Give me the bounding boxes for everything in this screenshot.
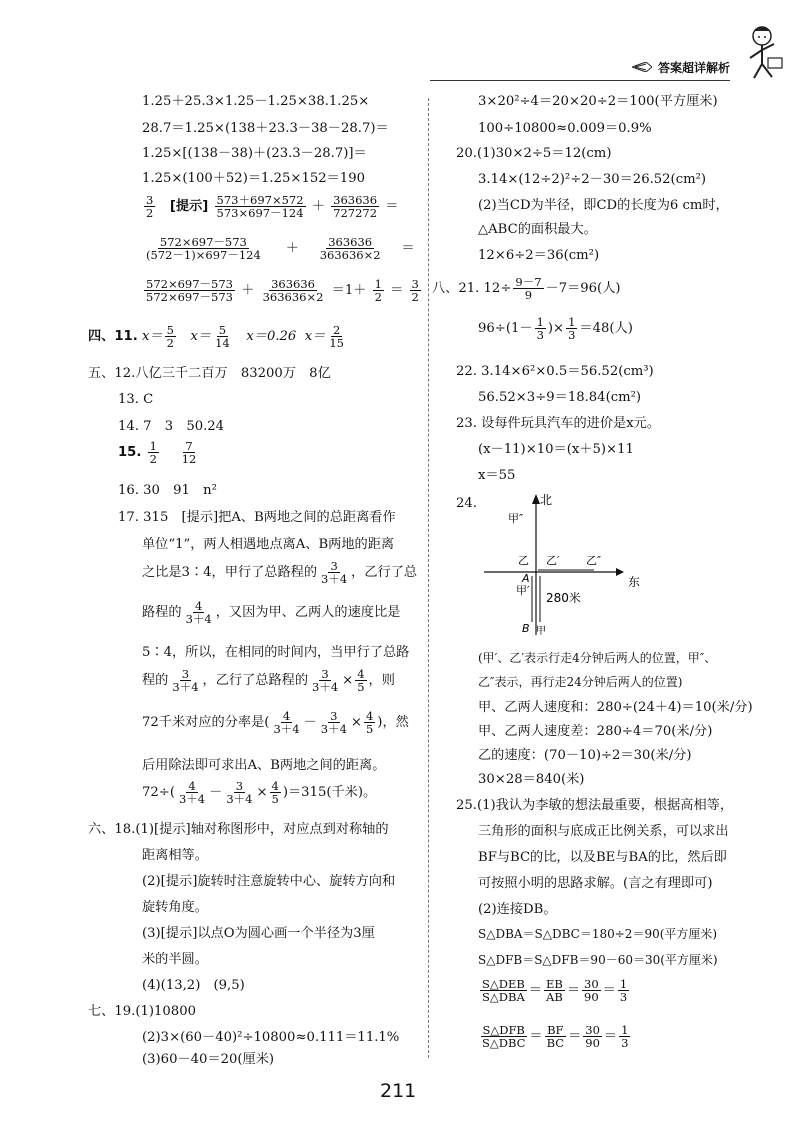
text-line: 1.25×(100＋52)＝1.25×152＝190 xyxy=(142,171,365,186)
text-line: x＝55 xyxy=(478,468,516,483)
answer-25: 25.(1)我认为李敏的想法最重要，根据高相等， xyxy=(456,798,734,813)
text-line: BF与BC的比，以及BE与BA的比，然后即 xyxy=(478,850,727,865)
east-arrow-icon xyxy=(616,568,624,576)
text-line: △ABC的面积最大。 xyxy=(478,222,597,237)
fraction: $\frac{363636}{363636\times 2}$ xyxy=(262,277,324,305)
label-east: 东 xyxy=(628,575,641,589)
text-line: 28.7＝1.25×(138＋23.3－38－28.7)＝ xyxy=(142,121,389,136)
answer-16: 16. 30 91 n² xyxy=(118,483,217,498)
text-line: 甲、乙两人速度和：280÷(24＋4)＝10(米/分) xyxy=(478,700,753,715)
answer-24-label: 24. xyxy=(456,496,477,511)
text-line: 程的 $\frac{3}{3+4}$ ，乙行了总路程的 $\frac{3}{3+4}$ × $\frac{4}{5}$ ，则 xyxy=(142,667,395,695)
text-line: 72÷( $\frac{4}{3+4}$ － $\frac{3}{3+4}$ × $\frac{4}{5}$ )＝315(千米)。 xyxy=(142,779,377,807)
column-divider xyxy=(428,98,429,1058)
answer-11: 四、11. x＝ $\frac{5}{2}$ x＝ $\frac{5}{14}$ x＝0.26 x＝ $\frac{2}{15}$ xyxy=(88,323,344,351)
text-line: 之比是3∶4，甲行了总路程的 $\frac{3}{3+4}$ ，乙行了总 xyxy=(142,559,418,587)
text-line: 距离相等。 xyxy=(142,848,208,863)
fraction: $\frac{3}{2}$ xyxy=(411,277,419,305)
answer-17: 17. 315 [提示]把A、B两地之间的总距离看作 xyxy=(118,510,396,525)
text-line: 可按照小明的思路求解。(言之有理即可) xyxy=(478,876,713,891)
fraction: $\frac{572\times 697-573}{572\times 697-573}$ xyxy=(146,277,233,305)
text-line: 5∶4，所以，在相同的时间内，当甲行了总路 xyxy=(142,645,410,660)
text-line: 72千米对应的分率是( $\frac{4}{3+4}$ － $\frac{3}{3+4}$ × $\frac{4}{5}$ )，然 xyxy=(142,709,409,737)
text-line: 旋转角度。 xyxy=(142,900,208,915)
fraction: $\frac{573+697\times 572}{573\times 697-124}$ xyxy=(216,193,304,221)
text-line: (甲′、乙′表示行走4分钟后两人的位置，甲″、 xyxy=(478,651,717,665)
answer-20: 20.(1)30×2÷5＝12(cm) xyxy=(456,146,612,161)
north-arrow-icon xyxy=(532,494,540,504)
text-line: 三角形的面积与底成正比例关系，可以求出 xyxy=(478,824,729,839)
text-line: (3)60－40＝20(厘米) xyxy=(142,1052,275,1067)
answer-13: 13. C xyxy=(118,392,154,407)
formula-line: $\frac{\text{S△DEB}}{\text{S△DBA}}$ ＝ $\frac{EB}{AB}$ ＝ $\frac{30}{90}$ ＝ $\frac{1}{3}$ xyxy=(482,977,628,1005)
text-line: 100÷10800≈0.009＝0.9% xyxy=(478,121,652,136)
text-line: 12×6÷2＝36(cm²) xyxy=(478,248,600,263)
text-line: 路程的 $\frac{4}{3+4}$ ，又因为甲、乙两人的速度比是 xyxy=(142,599,401,627)
direction-diagram xyxy=(476,490,666,640)
text-line: 1.25＋25.3×1.25－1.25×38.1.25× xyxy=(142,94,370,109)
answer-23: 23. 设每件玩具汽车的进价是x元。 xyxy=(456,416,661,431)
page-number: 211 xyxy=(380,1080,417,1102)
answer-12: 五、12.八亿三千二百万 83200万 8亿 xyxy=(88,366,331,381)
label-yi2: 乙″ xyxy=(586,554,602,567)
text-line: (x－11)×10＝(x＋5)×11 xyxy=(478,442,634,457)
label-a: A xyxy=(522,572,530,585)
text-line: 甲、乙两人速度差：280÷4＝70(米/分) xyxy=(478,724,713,739)
text-line: 米的半圆。 xyxy=(142,952,208,967)
label-jia2: 甲″ xyxy=(508,512,524,525)
text-line: (2)当CD为半径，即CD的长度为6 cm时， xyxy=(478,198,729,213)
text-line: (3)[提示]以点O为圆心画一个半径为3厘 xyxy=(142,926,375,941)
label-jia1: 甲′ xyxy=(516,584,530,597)
answer-15: 15. $\frac{1}{2}$ $\frac{7}{12}$ xyxy=(118,439,197,467)
label-north: 北 xyxy=(540,493,553,507)
label-distance: 280米 xyxy=(546,591,581,605)
label-jia: 甲 xyxy=(536,626,546,637)
text-line: (4)(13,2) (9,5) xyxy=(142,978,245,993)
label-b: B xyxy=(522,622,530,635)
fraction: $\frac{572\times 697-573}{(572-1)\times 697-124}$ xyxy=(146,235,261,263)
right-column xyxy=(430,0,800,1070)
text-line: S△DFB＝S△DFB＝90－60＝30(平方厘米) xyxy=(478,953,718,967)
formula-line: $\frac{572\times 697-573}{(572-1)\times 697-124}$ ＋ $\frac{363636}{363636\times 2}$ ＝ xyxy=(146,235,415,263)
hint-tag: [提示] xyxy=(169,199,209,215)
text-line: 乙″表示，再行走24分钟后两人的位置) xyxy=(478,675,683,689)
text-line: (2)[提示]旋转时注意旋转中心、旋转方向和 xyxy=(142,874,396,889)
text-line: 单位“1”，两人相遇地点离A、B两地的距离 xyxy=(142,537,395,552)
fraction: $\frac{363636}{727272}$ xyxy=(333,193,378,221)
text-line: (2)连接DB。 xyxy=(478,902,557,917)
text-line: S△DBA＝S△DBC＝180÷2＝90(平方厘米) xyxy=(478,927,718,941)
text-line: 96÷(1－ $\frac{1}{3}$ )× $\frac{1}{3}$ ＝48(人) xyxy=(478,315,633,343)
answer-19: 七、19.(1)10800 xyxy=(88,1004,196,1019)
answer-14: 14. 7 3 50.24 xyxy=(118,419,225,434)
label-yi: 乙 xyxy=(518,554,529,567)
formula-line: $\frac{3}{2}$ [提示] $\frac{573+697\times 572}{573\times 697-124}$ ＋ $\frac{363636}{727272}$ ＝ xyxy=(146,193,399,221)
answer-21: 八、21. 12÷ $\frac{9-7}{9}$ －7＝96(人) xyxy=(432,275,621,303)
formula-line: $\frac{\text{S△DFB}}{\text{S△DBC}}$ ＝ $\frac{BF}{BC}$ ＝ $\frac{30}{90}$ ＝ $\frac{1}{3}$ xyxy=(482,1023,629,1051)
text-line: 3.14×(12÷2)²÷2－30＝26.52(cm²) xyxy=(478,172,707,187)
answer-22: 22. 3.14×6²×0.5＝56.52(cm³) xyxy=(456,364,654,379)
text-line: 30×28＝840(米) xyxy=(478,772,585,787)
answer-18: 六、18.(1)[提示]轴对称图形中，对应点到对称轴的 xyxy=(88,822,389,837)
text-line: 乙的速度：(70－10)÷2＝30(米/分) xyxy=(478,748,692,763)
text-line: (2)3×(60－40)²÷10800≈0.111＝11.1% xyxy=(142,1030,400,1045)
text-line: 1.25×[(138－38)＋(23.3－28.7)]＝ xyxy=(142,146,367,161)
fraction: $\frac{1}{2}$ xyxy=(374,277,382,305)
fraction: $\frac{3}{2}$ xyxy=(146,193,154,221)
text-line: 56.52×3÷9＝18.84(cm²) xyxy=(478,390,642,405)
header-title: 答案超详解析 xyxy=(658,60,731,75)
text-line: 3×20²÷4＝20×20÷2＝100(平方厘米) xyxy=(478,94,718,109)
fraction: $\frac{363636}{363636\times 2}$ xyxy=(319,235,381,263)
text-line: 后用除法即可求出A、B两地之间的距离。 xyxy=(142,758,386,773)
formula-line: $\frac{572\times 697-573}{572\times 697-573}$ ＋ $\frac{363636}{363636\times 2}$ ＝1＋ $\frac{1}{2}$ ＝ $\frac{3}{2}$ xyxy=(146,277,419,305)
label-yi1: 乙′ xyxy=(546,554,560,567)
